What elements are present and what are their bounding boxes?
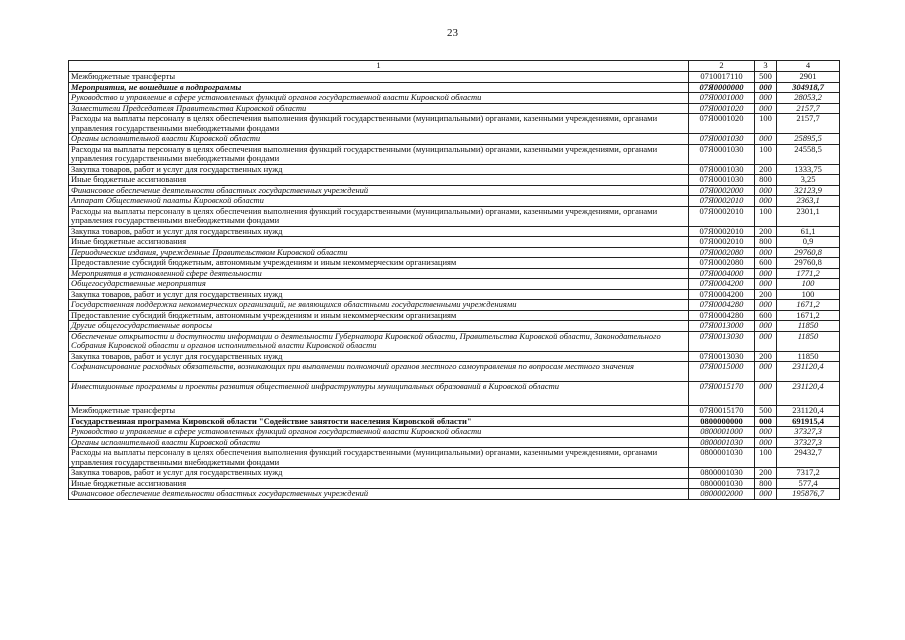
table-header-row [69, 61, 840, 72]
row-sum-cell: 29432,7 [777, 448, 840, 468]
row-code-cell: 0800001000 [689, 427, 755, 438]
header-col-2: 2 [689, 61, 755, 72]
table-row [69, 437, 840, 448]
row-type-cell: 000 [755, 437, 777, 448]
row-name-cell: Расходы на выплаты персоналу в целях обеспечения выполнения функций государственными (муниципальными) органами, казенными учреждениями, органами управления государственными внебюджетными фондами [69, 144, 689, 164]
row-code-cell: 07Я0004280 [689, 310, 755, 321]
row-name-cell: Иные бюджетные ассигнования [69, 478, 689, 489]
row-code-cell: 0800000000 [689, 416, 755, 427]
row-code-cell: 07Я0001030 [689, 134, 755, 145]
row-type-cell: 600 [755, 310, 777, 321]
row-sum-cell: 3,25 [777, 175, 840, 186]
row-sum-cell: 11850 [777, 331, 840, 351]
row-sum-cell: 25895,5 [777, 134, 840, 145]
row-type-cell: 800 [755, 237, 777, 248]
row-type-cell: 000 [755, 427, 777, 438]
row-name-cell: Иные бюджетные ассигнования [69, 237, 689, 248]
row-type-cell: 800 [755, 478, 777, 489]
table-row [69, 144, 840, 164]
table-row [69, 134, 840, 145]
row-sum-cell: 2157,7 [777, 103, 840, 114]
row-name-cell: Закупка товаров, работ и услуг для государственных нужд [69, 351, 689, 362]
row-type-cell: 000 [755, 268, 777, 279]
budget-table [68, 60, 840, 500]
table-row [69, 114, 840, 134]
header-col-3: 3 [755, 61, 777, 72]
table-row [69, 93, 840, 104]
row-sum-cell: 0,9 [777, 237, 840, 248]
row-type-cell: 000 [755, 279, 777, 290]
page-number: 23 [447, 27, 458, 39]
row-name-cell: Заместители Председателя Правительства Кировской области [69, 103, 689, 114]
row-code-cell: 07Я0015000 [689, 362, 755, 382]
row-code-cell: 0800002000 [689, 489, 755, 500]
row-sum-cell: 1671,2 [777, 300, 840, 311]
row-type-cell: 100 [755, 448, 777, 468]
row-name-cell: Другие общегосударственные вопросы [69, 321, 689, 332]
table-row [69, 185, 840, 196]
row-code-cell: 07Я0015170 [689, 382, 755, 406]
row-type-cell: 000 [755, 103, 777, 114]
table-row [69, 427, 840, 438]
row-name-cell: Мероприятия в установленной сфере деятельности [69, 268, 689, 279]
row-code-cell: 0710017110 [689, 72, 755, 83]
row-type-cell: 600 [755, 258, 777, 269]
table-row [69, 196, 840, 207]
row-sum-cell: 11850 [777, 321, 840, 332]
row-code-cell: 07Я0001000 [689, 93, 755, 104]
row-type-cell: 100 [755, 144, 777, 164]
row-sum-cell: 61,1 [777, 226, 840, 237]
row-name-cell: Инвестиционные программы и проекты развития общественной инфраструктуры муниципальных образований в Кировской области [69, 382, 689, 406]
row-name-cell: Финансовое обеспечение деятельности областных государственных учреждений [69, 489, 689, 500]
row-sum-cell: 29760,8 [777, 247, 840, 258]
row-code-cell: 07Я0000000 [689, 82, 755, 93]
row-name-cell: Расходы на выплаты персоналу в целях обеспечения выполнения функций государственными (муниципальными) органами, казенными учреждениями, органами управления государственными внебюджетными фондами [69, 114, 689, 134]
table-row [69, 258, 840, 269]
table-row [69, 351, 840, 362]
table-row [69, 268, 840, 279]
row-code-cell: 07Я0015170 [689, 406, 755, 417]
row-sum-cell: 37327,3 [777, 427, 840, 438]
row-name-cell: Периодические издания, учрежденные Правительством Кировской области [69, 247, 689, 258]
row-type-cell: 000 [755, 382, 777, 406]
header-col-4: 4 [777, 61, 840, 72]
row-sum-cell: 195876,7 [777, 489, 840, 500]
row-code-cell: 07Я0004280 [689, 300, 755, 311]
row-sum-cell: 32123,9 [777, 185, 840, 196]
row-sum-cell: 2301,1 [777, 206, 840, 226]
row-name-cell: Финансовое обеспечение деятельности областных государственных учреждений [69, 185, 689, 196]
row-name-cell: Закупка товаров, работ и услуг для государственных нужд [69, 289, 689, 300]
table-row [69, 206, 840, 226]
row-name-cell: Закупка товаров, работ и услуг для государственных нужд [69, 226, 689, 237]
row-code-cell: 07Я0002080 [689, 258, 755, 269]
row-type-cell: 000 [755, 489, 777, 500]
row-name-cell: Межбюджетные трансферты [69, 406, 689, 417]
row-name-cell: Государственная программа Кировской области "Содействие занятости населения Кировской области" [69, 416, 689, 427]
row-type-cell: 000 [755, 331, 777, 351]
row-code-cell: 07Я0001020 [689, 103, 755, 114]
row-name-cell: Общегосударственные мероприятия [69, 279, 689, 290]
header-col-1: 1 [69, 61, 689, 72]
table-row [69, 331, 840, 351]
row-sum-cell: 100 [777, 289, 840, 300]
row-sum-cell: 29760,8 [777, 258, 840, 269]
row-name-cell: Межбюджетные трансферты [69, 72, 689, 83]
row-type-cell: 000 [755, 416, 777, 427]
table-row [69, 489, 840, 500]
row-type-cell: 200 [755, 226, 777, 237]
row-code-cell: 07Я0001030 [689, 164, 755, 175]
table-row [69, 289, 840, 300]
table-row [69, 175, 840, 186]
row-type-cell: 200 [755, 468, 777, 479]
row-code-cell: 07Я0002000 [689, 185, 755, 196]
table-row [69, 226, 840, 237]
table-row [69, 72, 840, 83]
row-sum-cell: 1671,2 [777, 310, 840, 321]
row-name-cell: Аппарат Общественной палаты Кировской области [69, 196, 689, 207]
row-code-cell: 07Я0001030 [689, 175, 755, 186]
row-type-cell: 000 [755, 134, 777, 145]
row-type-cell: 000 [755, 247, 777, 258]
row-type-cell: 500 [755, 72, 777, 83]
row-name-cell: Предоставление субсидий бюджетным, автономным учреждениям и иным некоммерческим организациям [69, 310, 689, 321]
row-sum-cell: 577,4 [777, 478, 840, 489]
row-code-cell: 07Я0004200 [689, 289, 755, 300]
table-row [69, 448, 840, 468]
row-name-cell: Расходы на выплаты персоналу в целях обеспечения выполнения функций государственными (муниципальными) органами, казенными учреждениями, органами управления государственными внебюджетными фондами [69, 448, 689, 468]
row-sum-cell: 2157,7 [777, 114, 840, 134]
row-name-cell: Закупка товаров, работ и услуг для государственных нужд [69, 164, 689, 175]
row-code-cell: 07Я0002010 [689, 196, 755, 207]
row-code-cell: 07Я0001020 [689, 114, 755, 134]
row-type-cell: 200 [755, 164, 777, 175]
row-code-cell: 0800001030 [689, 448, 755, 468]
row-name-cell: Расходы на выплаты персоналу в целях обеспечения выполнения функций государственными (муниципальными) органами, казенными учреждениями, органами управления государственными внебюджетными фондами [69, 206, 689, 226]
row-code-cell: 07Я0004000 [689, 268, 755, 279]
row-sum-cell: 2901 [777, 72, 840, 83]
row-code-cell: 07Я0002010 [689, 226, 755, 237]
row-sum-cell: 11850 [777, 351, 840, 362]
table-row [69, 362, 840, 382]
row-code-cell: 07Я0013030 [689, 351, 755, 362]
row-code-cell: 07Я0013000 [689, 321, 755, 332]
table-row [69, 406, 840, 417]
row-type-cell: 000 [755, 185, 777, 196]
row-type-cell: 000 [755, 82, 777, 93]
row-name-cell: Закупка товаров, работ и услуг для государственных нужд [69, 468, 689, 479]
row-sum-cell: 691915,4 [777, 416, 840, 427]
table-row [69, 310, 840, 321]
row-type-cell: 100 [755, 114, 777, 134]
row-name-cell: Руководство и управление в сфере установленных функций органов государственной власти Кировской области [69, 427, 689, 438]
table-body [69, 61, 840, 500]
table-row [69, 468, 840, 479]
row-type-cell: 500 [755, 406, 777, 417]
table-row [69, 103, 840, 114]
row-sum-cell: 231120,4 [777, 382, 840, 406]
row-name-cell: Предоставление субсидий бюджетным, автономным учреждениям и иным некоммерческим организациям [69, 258, 689, 269]
row-type-cell: 200 [755, 289, 777, 300]
row-name-cell: Руководство и управление в сфере установленных функций органов государственной власти Кировской области [69, 93, 689, 104]
row-sum-cell: 2363,1 [777, 196, 840, 207]
table-row [69, 416, 840, 427]
row-name-cell: Софинансирование расходных обязательств, возникающих при выполнении полномочий органов местного самоуправления по вопросам местного значения [69, 362, 689, 382]
row-code-cell: 07Я0002010 [689, 206, 755, 226]
table-row [69, 237, 840, 248]
row-type-cell: 200 [755, 351, 777, 362]
row-code-cell: 07Я0004200 [689, 279, 755, 290]
row-name-cell: Государственная поддержка некоммерческих организаций, не являющихся областными государственными учреждениями [69, 300, 689, 311]
row-code-cell: 0800001030 [689, 437, 755, 448]
row-name-cell: Обеспечение открытости и доступности информации о деятельности Губернатора Кировской области, Правительства Кировской области, Законодательного Собрания Кировской области и органов исполнительной власти Кировской области [69, 331, 689, 351]
row-sum-cell: 1771,2 [777, 268, 840, 279]
table-row [69, 164, 840, 175]
row-name-cell: Органы исполнительной власти Кировской области [69, 437, 689, 448]
row-code-cell: 0800001030 [689, 468, 755, 479]
row-code-cell: 07Я0013030 [689, 331, 755, 351]
table-row [69, 279, 840, 290]
row-name-cell: Мероприятия, не вошедшие в подпрограммы [69, 82, 689, 93]
table-row [69, 82, 840, 93]
row-sum-cell: 100 [777, 279, 840, 290]
row-sum-cell: 304918,7 [777, 82, 840, 93]
row-type-cell: 000 [755, 93, 777, 104]
row-type-cell: 800 [755, 175, 777, 186]
row-type-cell: 000 [755, 362, 777, 382]
table-row [69, 478, 840, 489]
row-name-cell: Органы исполнительной власти Кировской области [69, 134, 689, 145]
row-sum-cell: 231120,4 [777, 406, 840, 417]
row-sum-cell: 28053,2 [777, 93, 840, 104]
row-name-cell: Иные бюджетные ассигнования [69, 175, 689, 186]
table-row [69, 382, 840, 406]
row-type-cell: 000 [755, 321, 777, 332]
row-sum-cell: 24558,5 [777, 144, 840, 164]
row-type-cell: 100 [755, 206, 777, 226]
table-row [69, 321, 840, 332]
row-sum-cell: 37327,3 [777, 437, 840, 448]
row-sum-cell: 231120,4 [777, 362, 840, 382]
row-type-cell: 000 [755, 300, 777, 311]
row-code-cell: 07Я0001030 [689, 144, 755, 164]
row-type-cell: 000 [755, 196, 777, 207]
row-sum-cell: 1333,75 [777, 164, 840, 175]
row-code-cell: 07Я0002010 [689, 237, 755, 248]
table-row [69, 247, 840, 258]
row-sum-cell: 7317,2 [777, 468, 840, 479]
table-row [69, 300, 840, 311]
row-code-cell: 0800001030 [689, 478, 755, 489]
row-code-cell: 07Я0002080 [689, 247, 755, 258]
